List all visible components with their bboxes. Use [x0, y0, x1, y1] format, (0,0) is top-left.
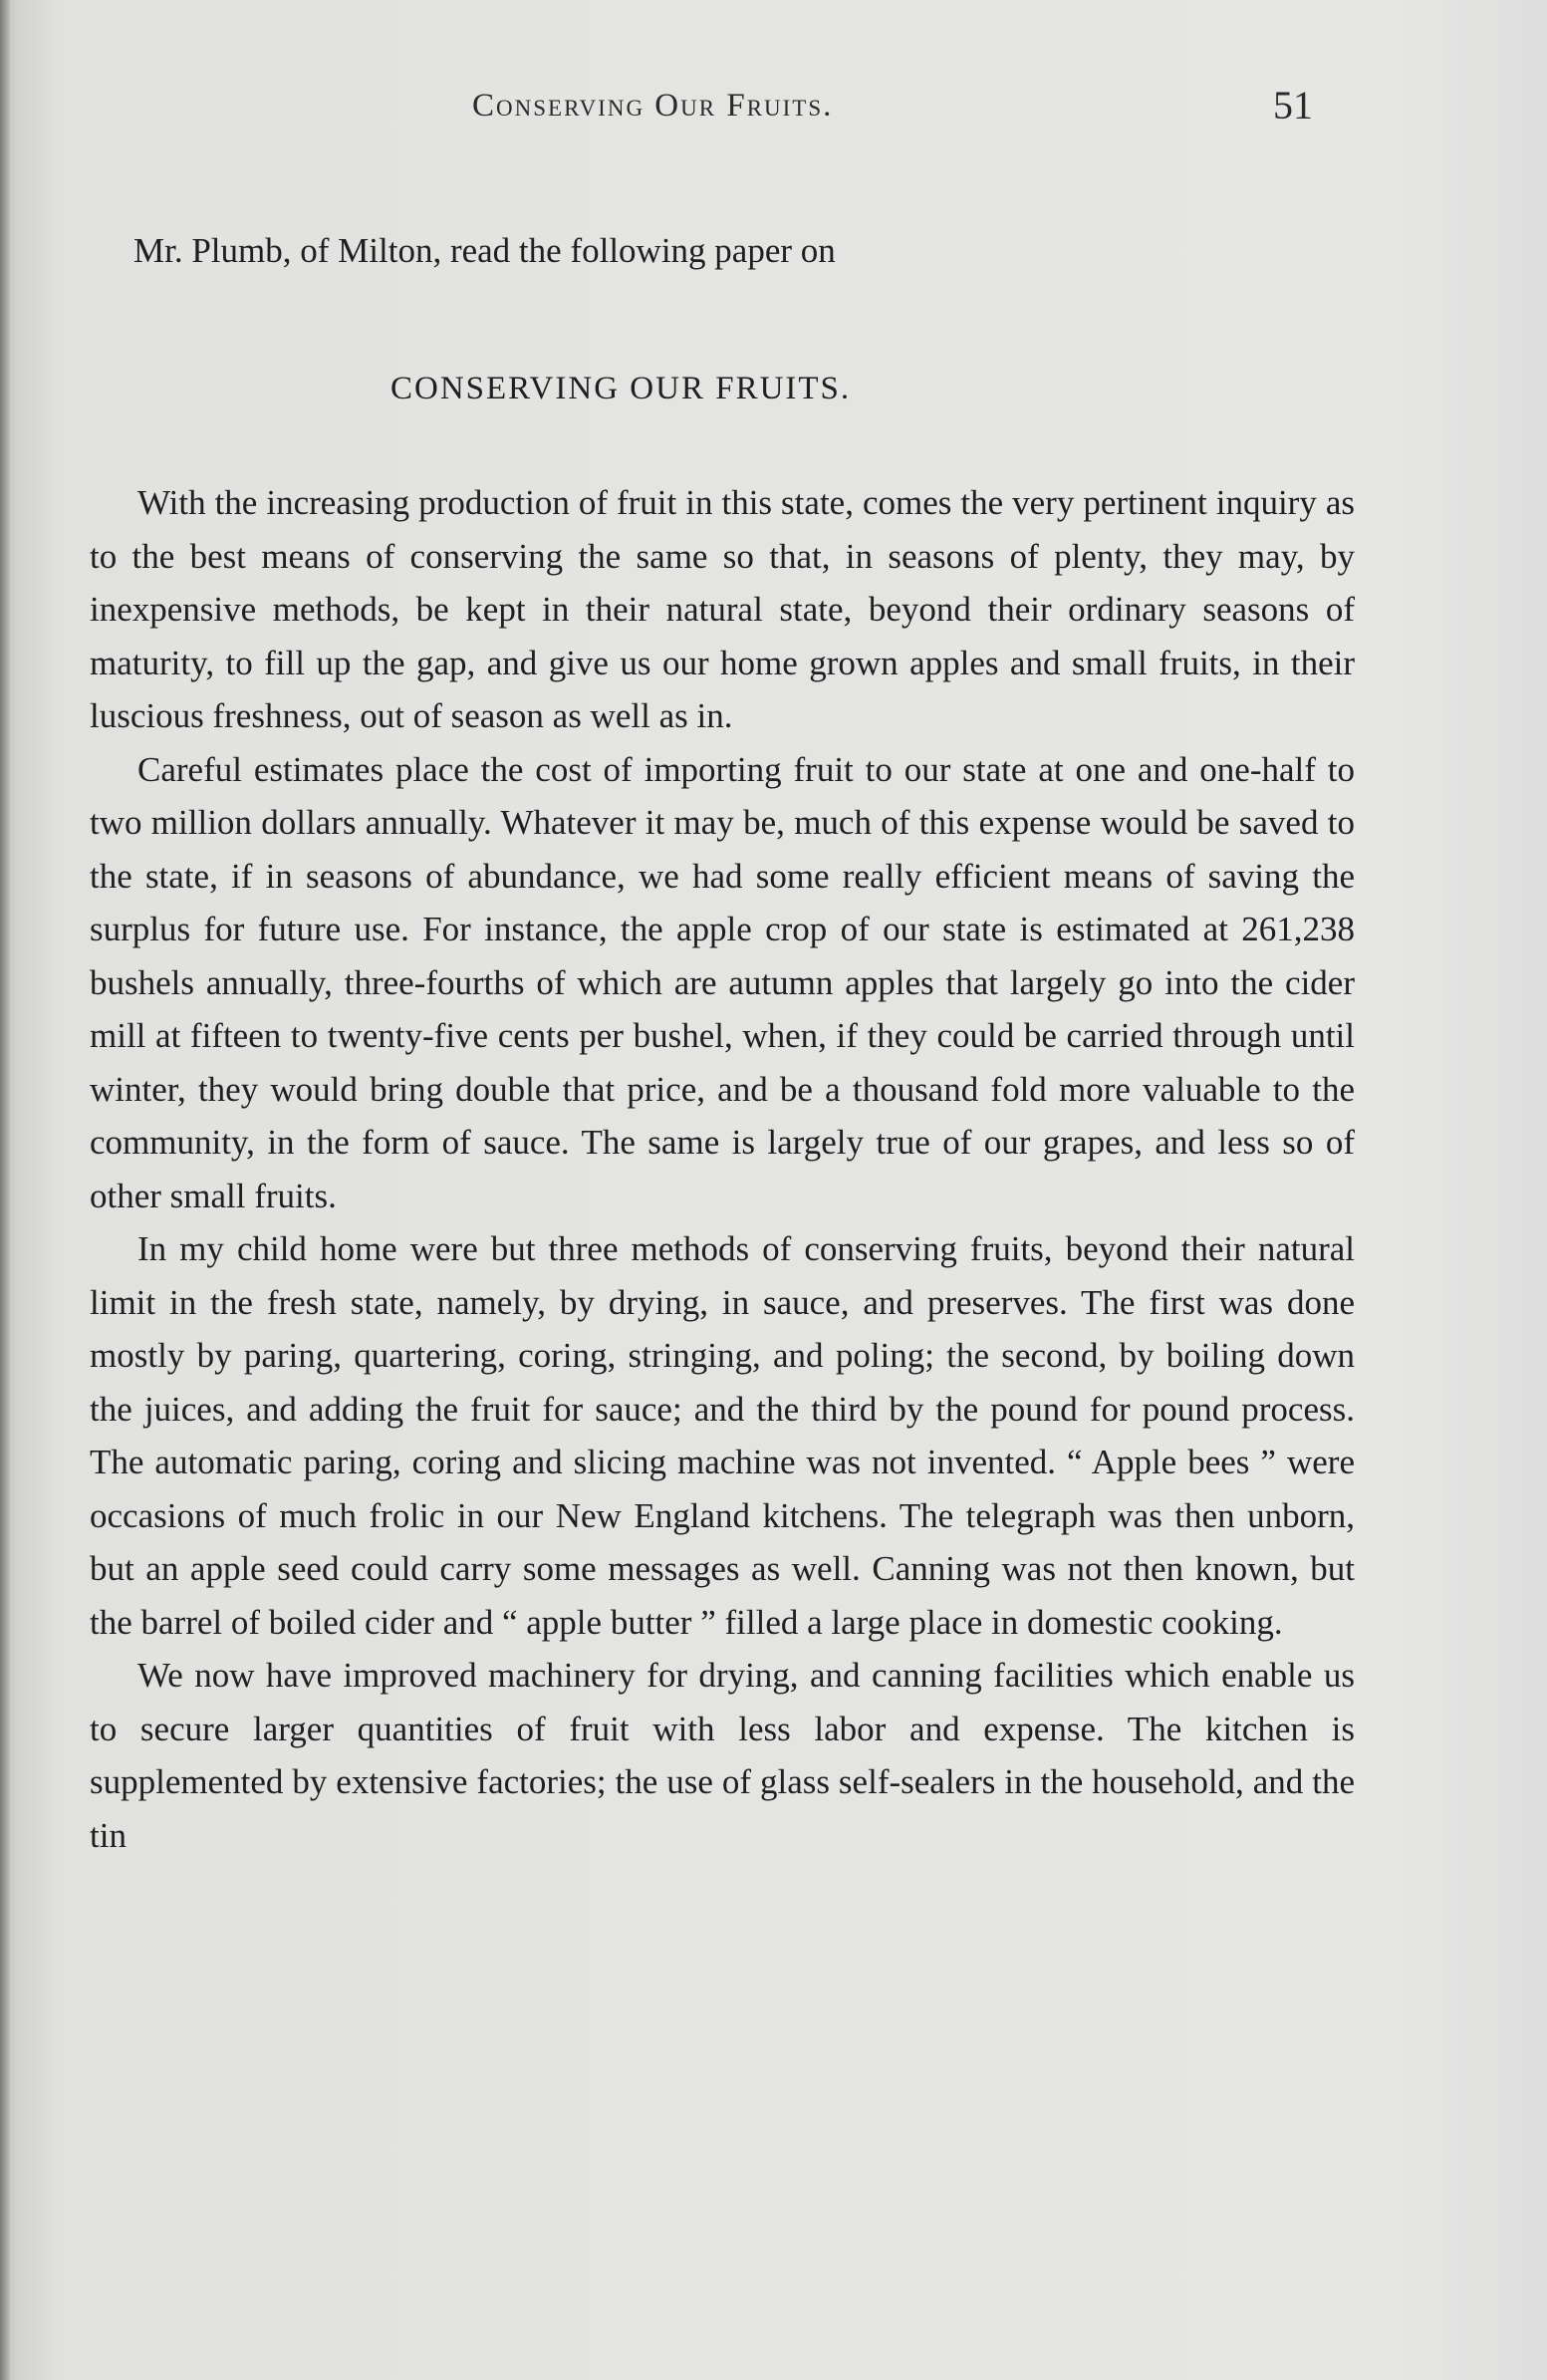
running-head: Conserving Our Fruits.	[472, 88, 834, 124]
page-spine-shadow	[0, 0, 10, 2380]
paragraph: In my child home were but three methods of conserving fruits, beyond their natural limit in the fresh state, namely, by drying, in sauce, and preserves. The first was done mostly by paring, quartering, coring, stringing, and poling; the second, by boiling down the juices, and adding the fruit for sauce; and the third by the pound for pound process. The automatic paring, coring and slicing machine was not invented. “ Apple bees ” were occasions of much frolic in our New England kitchens. The telegraph was then unborn, but an apple seed could carry some messages as well. Canning was not then known, but the barrel of boiled cider and “ apple butter ” filled a large place in domestic cooking.	[90, 1229, 1355, 1642]
article-body	[90, 476, 1355, 1862]
paragraph: We now have improved machinery for drying, and canning facilities which enable us to secure larger quantities of fruit with less labor and expense. The kitchen is supplemented by extensive factories; the use of glass self-sealers in the household, and the tin	[90, 1656, 1355, 1855]
paragraph: With the increasing production of fruit in this state, comes the very pertinent inquiry as to the best means of conserving the same so that, in seasons of plenty, they may, by inexpensive methods, be kept in their natural state, beyond their ordinary seasons of maturity, to fill up the gap, and give us our home grown apples and small fruits, in their luscious freshness, out of season as well as in.	[90, 483, 1355, 735]
paragraph: Careful estimates place the cost of importing fruit to our state at one and one-half to two million dollars annually. Whatever it may be, much of this expense would be saved to the state, if in seasons of abundance, we had some really efficient means of saving the surplus for future use. For instance, the apple crop of our state is estimated at 261,238 bushels annually, three-fourths of which are autumn apples that largely go into the cider mill at fifteen to twenty-five cents per bushel, when, if they could be carried through until winter, they would bring double that price, and be a thousand fold more valuable to the community, in the form of sauce. The same is largely true of our grapes, and less so of other small fruits.	[90, 749, 1355, 1215]
page-number: 51	[1273, 83, 1313, 128]
intro-line: Mr. Plumb, of Milton, read the following paper on	[133, 231, 836, 270]
article-title: CONSERVING OUR FRUITS.	[390, 371, 852, 406]
